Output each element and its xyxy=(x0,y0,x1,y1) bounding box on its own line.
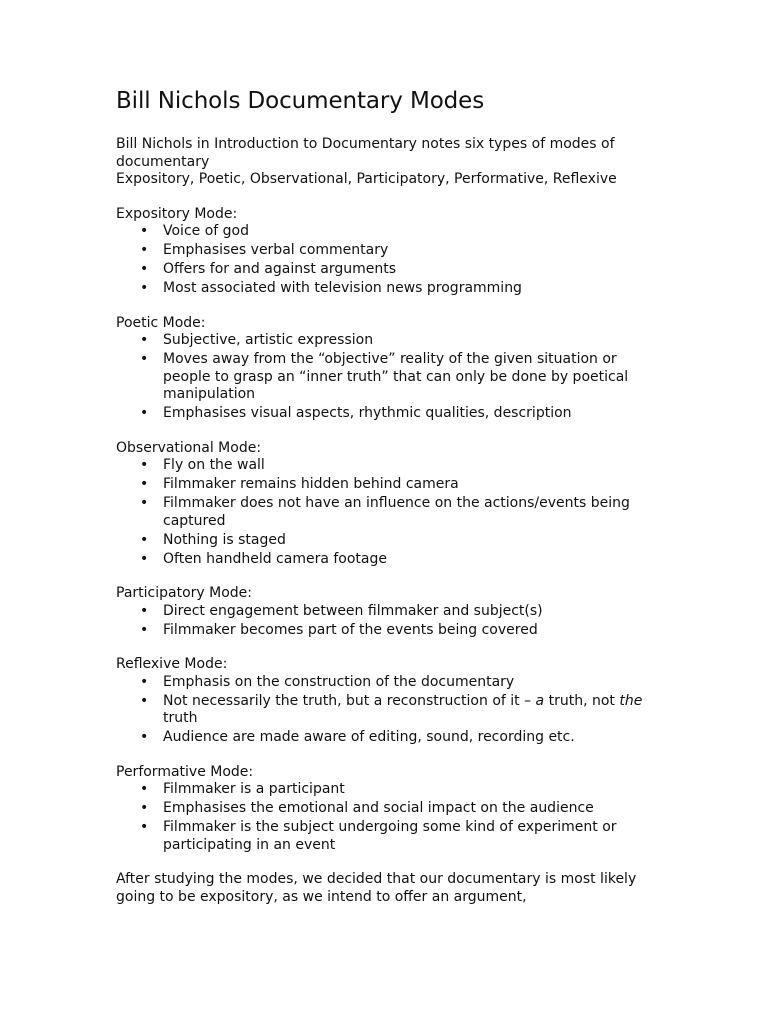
list-item: • Not necessarily the truth, but a reconstruction of it – a truth, not the truth xyxy=(140,692,643,726)
list-item: • Often handheld camera footage xyxy=(140,550,387,567)
section-participatory xyxy=(116,585,656,639)
list-item: • Emphasises visual aspects, rhythmic qualities, description xyxy=(140,405,572,421)
bullet-icon: • xyxy=(140,531,149,548)
bullet-icon: • xyxy=(140,495,149,511)
section-heading: Participatory Mode: xyxy=(116,585,252,601)
list-item: • Emphasises verbal commentary xyxy=(140,242,389,258)
bullet-icon: • xyxy=(140,819,149,835)
section-heading: Poetic Mode: xyxy=(116,314,206,331)
bullet-icon: • xyxy=(140,457,149,473)
bullet-list xyxy=(116,457,656,568)
list-item: • Fly on the wall xyxy=(140,457,265,473)
bullet-icon: • xyxy=(140,692,149,709)
bullet-list xyxy=(116,781,656,854)
bullet-icon: • xyxy=(140,280,149,296)
list-item: • Filmmaker remains hidden behind camera xyxy=(140,476,459,492)
bullet-list xyxy=(116,332,656,423)
list-item: • Emphasis on the construction of the documentary xyxy=(140,673,515,690)
list-item: • Filmmaker is the subject undergoing some kind of experiment or participating in an event xyxy=(140,819,617,853)
list-item: • Most associated with television news programming xyxy=(140,280,522,296)
bullet-icon: • xyxy=(140,405,149,421)
bullet-icon: • xyxy=(140,673,149,690)
bullet-icon: • xyxy=(140,261,149,277)
section-observational xyxy=(116,440,656,569)
section-expository xyxy=(116,206,656,298)
intro-paragraph xyxy=(116,136,656,189)
list-item: • Moves away from the “objective” reality of the given situation or people to grasp an “inner truth” that can only be done by poetical manipulation xyxy=(140,351,629,402)
section-reflexive xyxy=(116,656,656,747)
bullet-list xyxy=(116,223,656,298)
document-title: Bill Nichols Documentary Modes xyxy=(116,88,485,114)
bullet-icon: • xyxy=(140,332,149,348)
bullet-list xyxy=(116,603,656,640)
bullet-icon: • xyxy=(140,476,149,492)
list-item: • Offers for and against arguments xyxy=(140,261,397,277)
section-heading: Observational Mode: xyxy=(116,439,262,456)
section-poetic xyxy=(116,315,656,423)
bullet-icon: • xyxy=(140,242,149,258)
list-item: • Filmmaker becomes part of the events being covered xyxy=(140,621,538,638)
section-heading: Performative Mode: xyxy=(116,763,254,780)
intro-text: Bill Nichols in Introduction to Documentary notes six types of modes of documentary xyxy=(116,136,615,170)
list-item: • Filmmaker does not have an influence on the actions/events being captured xyxy=(140,495,630,529)
list-item: • Voice of god xyxy=(140,223,249,239)
bullet-icon: • xyxy=(140,781,149,797)
list-item: • Subjective, artistic expression xyxy=(140,332,374,348)
section-heading: Reflexive Mode: xyxy=(116,656,228,672)
bullet-icon: • xyxy=(140,621,149,638)
bullet-icon: • xyxy=(140,800,149,816)
list-item: • Direct engagement between filmmaker and subject(s) xyxy=(140,602,543,619)
list-item: • Nothing is staged xyxy=(140,531,286,548)
bullet-icon: • xyxy=(140,550,149,567)
section-performative xyxy=(116,764,656,855)
mode-list-text: Expository, Poetic, Observational, Participatory, Performative, Reflexive xyxy=(116,171,617,187)
bullet-icon: • xyxy=(140,223,149,239)
bullet-list xyxy=(116,674,656,747)
list-item: • Audience are made aware of editing, sound, recording etc. xyxy=(140,729,575,745)
list-item: • Emphasises the emotional and social impact on the audience xyxy=(140,800,594,816)
bullet-icon: • xyxy=(140,729,149,745)
document-page xyxy=(116,84,656,906)
conclusion-paragraph: After studying the modes, we decided that our documentary is most likely going to be expository, as we intend to offer an argument, xyxy=(116,871,637,905)
bullet-icon: • xyxy=(140,351,149,367)
section-heading: Expository Mode: xyxy=(116,205,238,222)
list-item: • Filmmaker is a participant xyxy=(140,781,345,797)
bullet-icon: • xyxy=(140,602,149,619)
